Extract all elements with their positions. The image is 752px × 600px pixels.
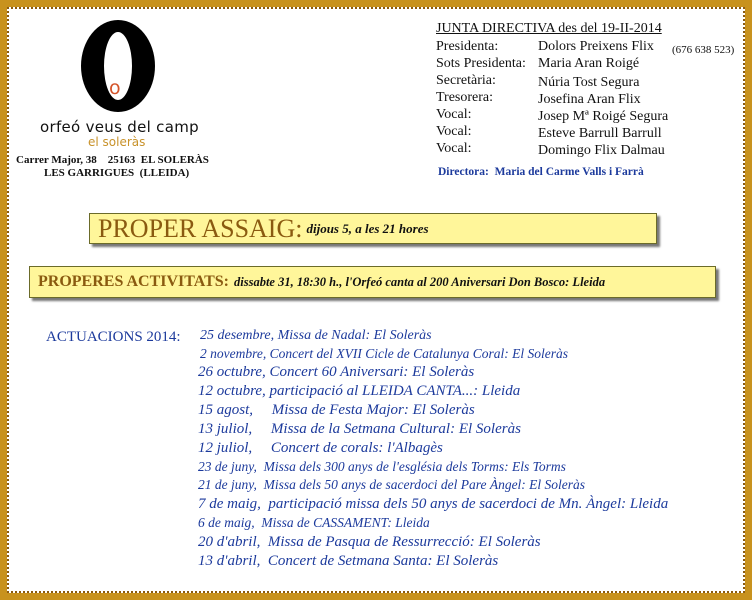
- phone-number: (676 638 523): [672, 44, 735, 56]
- board-name: Josefina Aran Flix: [538, 92, 641, 107]
- upcoming-activities-detail: dissabte 31, 18:30 h., l'Orfeó canta al 200 Aniversari Don Bosco: Lleida: [234, 274, 606, 289]
- performance-item: 12 octubre, participació al LLEIDA CANTA...: Lleida: [198, 383, 521, 399]
- board-name: Maria Aran Roigé: [538, 56, 640, 71]
- next-rehearsal-detail: dijous 5, a les 21 hores: [306, 220, 429, 236]
- board-title: JUNTA DIRECTIVA des del 19-II-2014: [436, 21, 662, 36]
- board-role: Tresorera:: [436, 90, 494, 105]
- board-role: Presidenta:: [436, 39, 499, 54]
- performance-item: 21 de juny, Missa dels 50 anys de sacerdoci del Pare Àngel: El Soleràs: [198, 477, 586, 492]
- performance-item: 13 d'abril, Concert de Setmana Santa: El Soleràs: [198, 553, 499, 569]
- board-name: Josep Mª Roigé Segura: [538, 109, 669, 124]
- performance-item: 26 octubre, Concert 60 Aniversari: El Soleràs: [198, 364, 475, 380]
- logo-small-o: o: [109, 77, 121, 99]
- board-role: Vocal:: [436, 107, 472, 122]
- performance-item: 6 de maig, Missa de CASSAMENT: Lleida: [198, 515, 430, 530]
- board-name: Domingo Flix Dalmau: [538, 143, 665, 158]
- next-rehearsal-title: PROPER ASSAIG:: [98, 213, 303, 243]
- performance-item: 20 d'abril, Missa de Pasqua de Ressurrecció: El Soleràs: [198, 534, 541, 550]
- address-line-1: Carrer Major, 38 25163 EL SOLERÀS: [16, 154, 209, 166]
- performances-label: ACTUACIONS 2014:: [46, 329, 181, 345]
- board-name: Dolors Preixens Flix: [538, 39, 654, 54]
- board-name: Núria Tost Segura: [538, 75, 640, 90]
- performance-item: 23 de juny, Missa dels 300 anys de l'església dels Torms: Els Torms: [198, 459, 566, 474]
- choir-name: orfeó veus del camp: [40, 118, 199, 136]
- director-line: Directora: Maria del Carme Valls i Farrà: [438, 166, 644, 178]
- performance-item: 15 agost, Missa de Festa Major: El Soleràs: [198, 402, 475, 418]
- address-line-2: LES GARRIGUES (LLEIDA): [44, 167, 190, 179]
- board-role: Secretària:: [436, 73, 496, 88]
- performance-item: 13 juliol, Missa de la Setmana Cultural: El Soleràs: [198, 421, 521, 437]
- performance-item: 2 novembre, Concert del XVII Cicle de Catalunya Coral: El Soleràs: [200, 346, 569, 361]
- performance-item: 12 juliol, Concert de corals: l'Albagès: [198, 440, 443, 456]
- performance-item: 7 de maig, participació missa dels 50 anys de sacerdoci de Mn. Àngel: Lleida: [198, 496, 669, 512]
- board-role: Sots Presidenta:: [436, 56, 526, 71]
- next-rehearsal-banner: [89, 213, 657, 244]
- board-name: Esteve Barrull Barrull: [538, 126, 662, 141]
- board-role: Vocal:: [436, 141, 472, 156]
- performance-item: 25 desembre, Missa de Nadal: El Soleràs: [200, 328, 432, 343]
- upcoming-activities-title: PROPERES ACTIVITATS:: [38, 273, 229, 290]
- choir-subtitle: el soleràs: [88, 135, 146, 149]
- board-role: Vocal:: [436, 124, 472, 139]
- choir-logo-icon: [76, 14, 160, 118]
- upcoming-activities-banner: [29, 266, 716, 298]
